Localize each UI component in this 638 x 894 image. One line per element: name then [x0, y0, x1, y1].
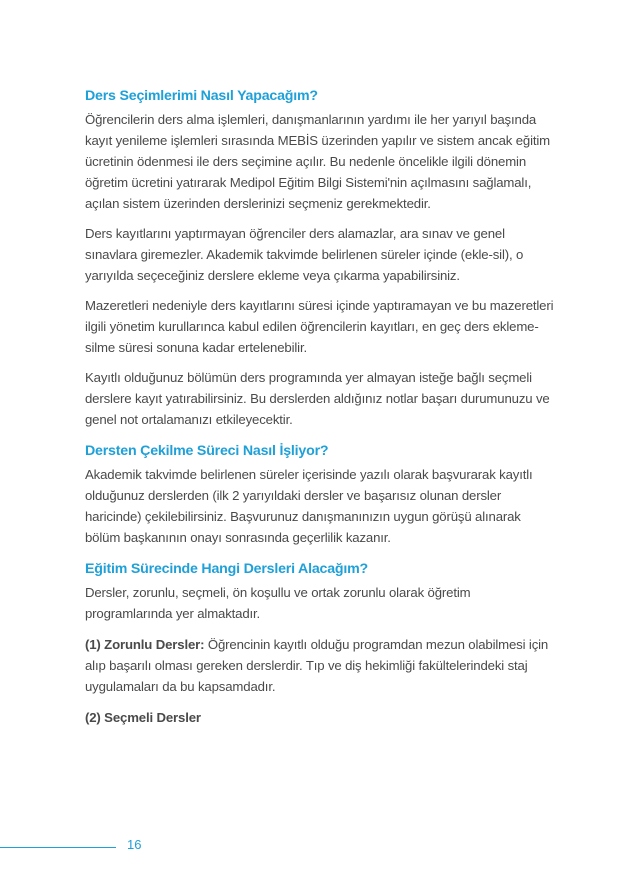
paragraph-course-selection-1: Öğrencilerin ders alma işlemleri, danışmanlarının yardımı ile her yarıyıl başında kayıt yenileme işlemleri sırasında MEBİS üzerinden yapılır ve sistem ancak eğitim ücretinin ödenmesi ile ders seçimine açılır. Bu nedenle öncelikle ilgili dönemin öğretim ücretini yatırarak Medipol Eğitim Bilgi Sistemi'nin açılmasını sağlamalı, açılan sistem üzerinden derslerinizi seçmeniz gerekmektedir. [85, 112, 550, 211]
list-item-text: Öğrencinin kayıtlı olduğu programdan mezun olabilmesi için alıp başarılı olması gereken derslerdir. Tıp ve diş hekimliği fakültelerindeki staj uygulamaları da bu kapsamdadır. [85, 637, 549, 694]
list-item-compulsory-courses [85, 634, 555, 697]
page-number: 16 [127, 837, 142, 852]
list-item-label: (1) Zorunlu Dersler: [85, 637, 205, 652]
footer-divider [0, 847, 116, 848]
paragraph-withdrawal-1: Akademik takvimde belirlenen süreler içerisinde yazılı olarak başvurarak kayıtlı olduğunuz derslerden (ilk 2 yarıyıldaki dersler ve başarısız olunan dersler haricinde) çekilebilirsiniz. Başvurunuz danışmanınızın uygun görüşü alınarak bölüm başkanının onayı sonrasında geçerlilik kazanır. [85, 467, 533, 545]
section-heading-which-courses: Eğitim Sürecinde Hangi Dersleri Alacağım? [85, 561, 368, 577]
section-heading-course-selection: Ders Seçimlerimi Nasıl Yapacağım? [85, 88, 318, 104]
paragraph-course-selection-4: Kayıtlı olduğunuz bölümün ders programında yer almayan isteğe bağlı seçmeli derslere kayıt yatırabilirsiniz. Bu derslerden aldığınız notlar başarı durumunuzu ve genel not ortalamanızı etkileyecektir. [85, 370, 550, 427]
paragraph-which-courses-1: Dersler, zorunlu, seçmeli, ön koşullu ve ortak zorunlu olarak öğretim programlarında yer almaktadır. [85, 585, 471, 621]
document-page [85, 86, 555, 728]
list-item-label: (2) Seçmeli Dersler [85, 710, 201, 725]
paragraph-course-selection-3: Mazeretleri nedeniyle ders kayıtlarını süresi içinde yaptıramayan ve bu mazeretleri ilgili yönetim kurullarınca kabul edilen öğrencilerin kayıtları, en geç ders ekleme-silme süresi sonuna kadar ertelenebilir. [85, 298, 554, 355]
paragraph-course-selection-2: Ders kayıtlarını yaptırmayan öğrenciler ders alamazlar, ara sınav ve genel sınavlara giremezler. Akademik takvimde belirlenen süreler içinde (ekle-sil), o yarıyılda seçeceğiniz derslere ekleme veya çıkarma yapabilirsiniz. [85, 226, 524, 283]
section-heading-withdrawal: Dersten Çekilme Süreci Nasıl İşliyor? [85, 443, 329, 459]
list-item-elective-courses [85, 707, 555, 728]
